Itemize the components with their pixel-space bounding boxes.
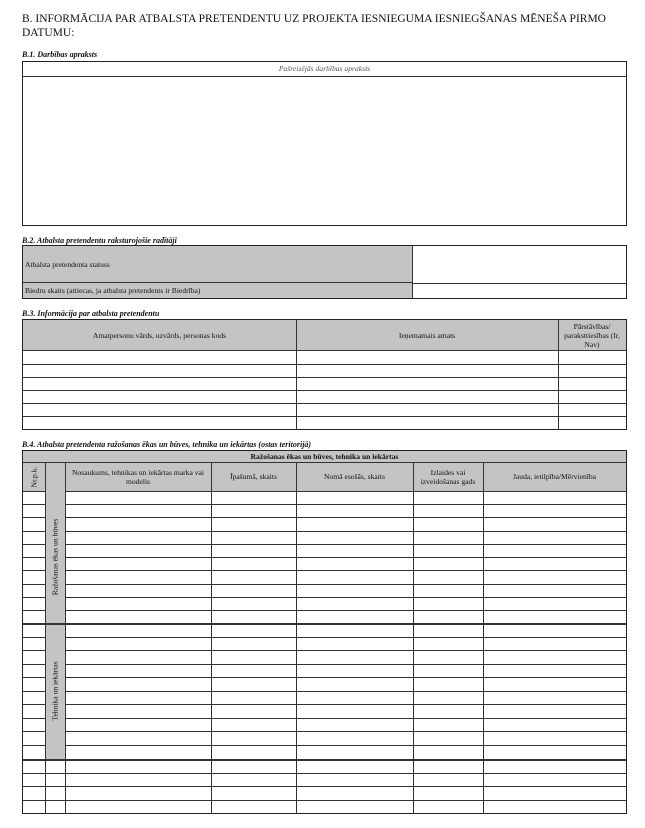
divider bbox=[65, 544, 626, 545]
assets-table-title: Ražošanas ēkas un būves, tehnika un iekārtas bbox=[250, 452, 399, 461]
divider bbox=[65, 531, 626, 532]
divider bbox=[23, 416, 626, 417]
col-year: Izlaides vai izveidošanas gads bbox=[420, 467, 476, 486]
status-value-cell[interactable] bbox=[413, 246, 626, 284]
divider bbox=[23, 677, 45, 678]
col-position: Ieņemamais amats bbox=[398, 330, 456, 340]
section-b2-heading: B.2. Atbalsta pretendentu raksturojošie radītāji bbox=[22, 236, 177, 245]
divider bbox=[23, 584, 45, 585]
divider bbox=[23, 76, 626, 77]
divider bbox=[23, 531, 45, 532]
divider bbox=[23, 570, 45, 571]
divider bbox=[65, 731, 626, 732]
col-official-name: Amatpersonu vārds, uzvārds, personas kods bbox=[92, 330, 227, 340]
members-value-cell[interactable] bbox=[413, 283, 626, 298]
divider bbox=[65, 718, 626, 719]
divider bbox=[65, 557, 626, 558]
divider bbox=[23, 350, 626, 351]
divider bbox=[65, 664, 626, 665]
divider bbox=[23, 491, 626, 492]
divider bbox=[65, 704, 626, 705]
divider bbox=[23, 731, 45, 732]
divider bbox=[23, 664, 45, 665]
activity-description-header: Pašreizējās darbības apraksts bbox=[278, 64, 371, 73]
divider bbox=[65, 597, 626, 598]
divider bbox=[65, 650, 626, 651]
col-nr: Nr.p.k. bbox=[29, 466, 39, 488]
col-name-model: Nosaukums, tehnikas un iekārtas marka vai modelis bbox=[71, 467, 204, 486]
divider bbox=[23, 637, 45, 638]
divider bbox=[558, 320, 559, 429]
divider bbox=[23, 377, 626, 378]
col-leased-count: Nomā esošās, skaits bbox=[324, 472, 385, 481]
divider bbox=[296, 320, 297, 429]
divider bbox=[65, 691, 626, 692]
status-label: Atbalsta pretendenta statuss bbox=[23, 246, 413, 283]
group-separator bbox=[23, 623, 626, 625]
activity-description-box[interactable] bbox=[22, 61, 627, 226]
divider bbox=[23, 390, 626, 391]
section-b3-heading: B.3. Informācija par atbalsta pretendentu bbox=[22, 309, 160, 318]
divider bbox=[65, 610, 626, 611]
page-title: B. INFORMĀCIJA PAR ATBALSTA PRETENDENTU UZ PROJEKTA IESNIEGUMA IESNIEGŠANAS MĒNEŠA PIRMO DATUMU: bbox=[22, 13, 606, 39]
group-separator bbox=[23, 759, 626, 761]
divider bbox=[65, 570, 626, 571]
divider bbox=[23, 403, 626, 404]
section-b1-heading: B.1. Darbības apraksts bbox=[22, 50, 98, 59]
divider bbox=[23, 800, 626, 801]
divider bbox=[23, 504, 45, 505]
officials-table bbox=[22, 319, 627, 430]
group-buildings-label: Ražošanas ēkas un būves bbox=[50, 518, 60, 596]
divider bbox=[23, 773, 626, 774]
divider bbox=[23, 597, 45, 598]
assets-table bbox=[22, 450, 627, 814]
divider bbox=[23, 718, 45, 719]
members-label: Biedru skaits (attiecas, ja atbalsta pretendents ir Biedrība) bbox=[23, 283, 413, 298]
divider bbox=[23, 691, 45, 692]
col-owned-count: Īpašumā, skaits bbox=[230, 472, 277, 481]
indicators-table bbox=[22, 245, 627, 299]
divider bbox=[65, 504, 626, 505]
divider bbox=[23, 544, 45, 545]
divider bbox=[23, 704, 45, 705]
divider bbox=[65, 584, 626, 585]
divider bbox=[23, 650, 45, 651]
divider bbox=[23, 610, 45, 611]
divider bbox=[65, 745, 626, 746]
divider bbox=[23, 786, 626, 787]
divider bbox=[65, 677, 626, 678]
divider bbox=[65, 517, 626, 518]
col-capacity: Jauda, ietilpība/Mērvienība bbox=[512, 472, 597, 481]
divider bbox=[23, 517, 45, 518]
divider bbox=[65, 637, 626, 638]
divider bbox=[23, 557, 45, 558]
group-machinery-label: Tehnika un iekārtas bbox=[50, 661, 60, 721]
section-b4-heading: B.4. Atbalsta pretendenta ražošanas ēkas un būves, tehnika un iekārtas (ostas teritorijā) bbox=[22, 440, 312, 449]
col-representation: Pārstāvības/ paraksttiesības (Ir, Nav) bbox=[564, 321, 620, 349]
divider bbox=[23, 745, 45, 746]
divider bbox=[23, 364, 626, 365]
